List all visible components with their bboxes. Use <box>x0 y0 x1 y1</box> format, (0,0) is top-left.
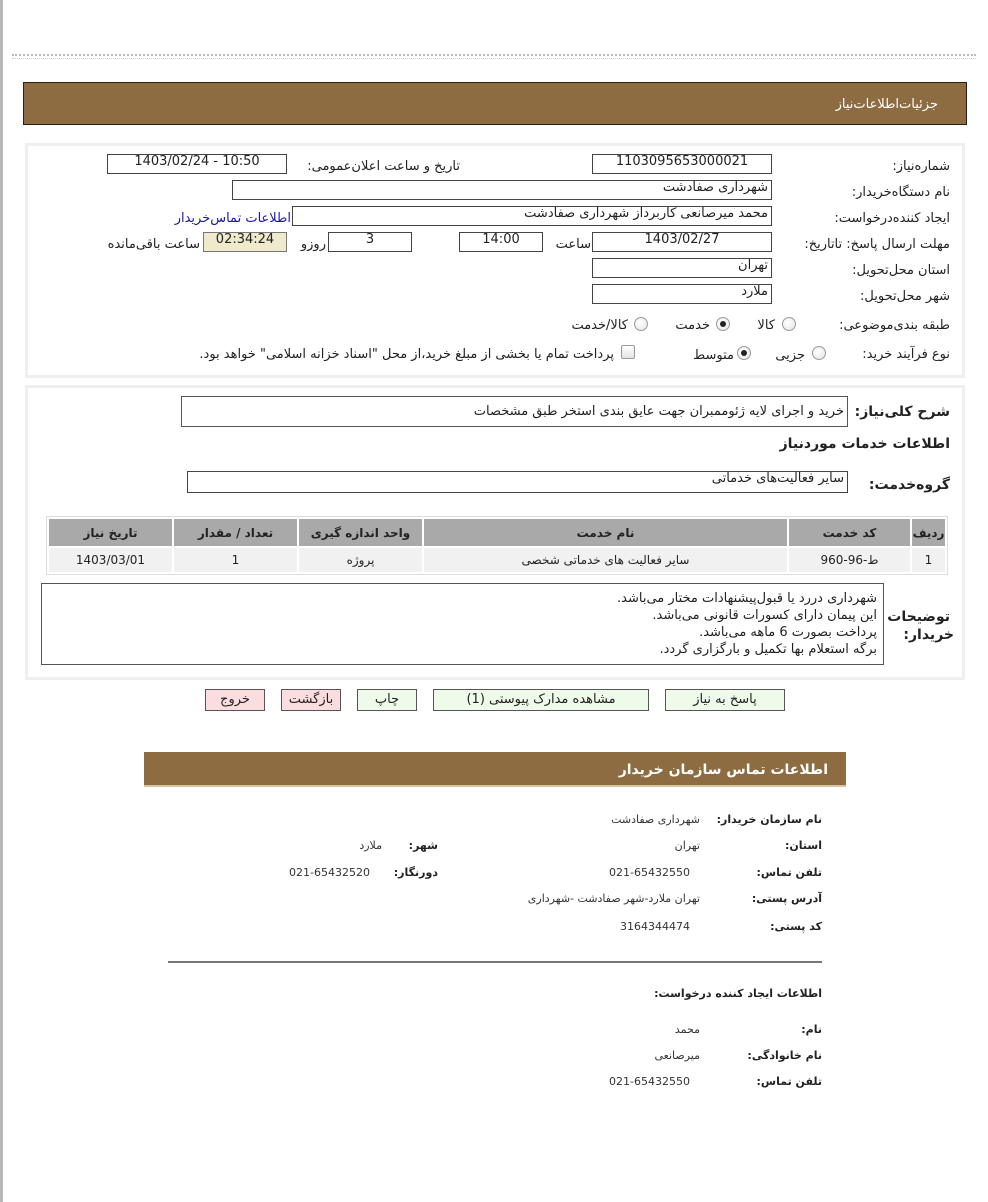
remaining-time-label: ساعت باقی‌مانده <box>107 237 200 252</box>
contact-fax-label: دورنگار: <box>393 866 438 879</box>
col-unit: واحد اندازه گیری <box>299 519 422 546</box>
buyer-note-line: برگه استعلام بها تکمیل و بارگزاری گردد. <box>659 642 877 657</box>
back-button[interactable]: بازگشت <box>281 689 341 711</box>
cell-need-date: 1403/03/01 <box>49 548 172 572</box>
exit-button[interactable]: خروج <box>205 689 265 711</box>
col-row-number: ردیف <box>912 519 945 546</box>
remaining-time-field: 02:34:24 <box>203 232 287 252</box>
reply-button[interactable]: پاسخ به نیاز <box>665 689 785 711</box>
contact-divider <box>168 961 822 963</box>
table-header-row <box>49 519 945 546</box>
col-quantity: تعداد / مقدار <box>174 519 297 546</box>
page-title-bar <box>23 82 967 125</box>
buyer-notes-label-1: توضیحات <box>887 609 950 625</box>
cell-unit: پروژه <box>299 548 422 572</box>
days-label: روزو <box>300 237 326 252</box>
cell-service-name: سایر فعالیت های خدماتی شخصی <box>424 548 787 572</box>
contact-province-value: تهران <box>674 839 700 852</box>
buyer-notes-box <box>41 583 884 665</box>
deadline-time-label: ساعت <box>555 237 591 252</box>
col-need-date: تاریخ نیاز <box>49 519 172 546</box>
category-service-label: خدمت <box>675 318 710 333</box>
cell-row-number: 1 <box>912 548 945 572</box>
category-goods-service-label: کالا/خدمت <box>571 318 628 333</box>
contact-city-label: شهر: <box>408 839 438 852</box>
services-table <box>46 516 948 575</box>
category-radio-goods-service[interactable] <box>634 317 648 331</box>
announce-datetime-label: تاریخ و ساعت اعلان‌عمومی: <box>307 159 460 174</box>
requester-label: ایجاد کننده‌درخواست: <box>834 211 950 226</box>
print-button[interactable]: چاپ <box>357 689 417 711</box>
buyer-note-line: پرداخت بصورت 6 ماهه می‌باشد. <box>699 625 877 640</box>
left-border <box>0 0 3 1202</box>
deadline-time-field[interactable]: 14:00 <box>459 232 543 252</box>
summary-label: شرح کلی‌نیاز: <box>854 404 950 420</box>
city-label: شهر محل‌تحویل: <box>860 289 950 304</box>
req-family-value: میرصانعی <box>654 1049 700 1062</box>
top-divider <box>12 54 976 59</box>
summary-field: خرید و اجرای لایه ژئوممبران جهت عایق بندی استخر طبق مشخصات <box>181 396 848 427</box>
treasury-checkbox-label: پرداخت تمام یا بخشی از مبلغ خرید،از محل "اسناد خزانه اسلامی" خواهد بود. <box>199 347 614 362</box>
contact-title: اطلاعات تماس سازمان خریدار <box>618 762 828 778</box>
need-number-field[interactable]: 1103095653000021 <box>592 154 772 174</box>
details-panel <box>25 143 965 378</box>
deadline-label: مهلت ارسال پاسخ: تاتاریخ: <box>804 237 950 252</box>
treasury-checkbox[interactable] <box>621 345 635 359</box>
category-label: طبقه بندی‌موضوعی: <box>839 318 950 333</box>
category-radio-service[interactable] <box>716 317 730 331</box>
category-radio-goods[interactable] <box>782 317 796 331</box>
service-group-label: گروه‌خدمت: <box>868 477 950 493</box>
contact-phone-value: 021-65432550 <box>609 866 690 879</box>
req-phone-label: تلفن تماس: <box>756 1075 822 1088</box>
announce-datetime-field[interactable]: 1403/02/24 - 10:50 <box>107 154 287 174</box>
process-medium-label: متوسط <box>693 348 734 363</box>
contact-title-bar <box>144 752 846 787</box>
contact-province-label: استان: <box>785 839 822 852</box>
col-service-code: کد خدمت <box>789 519 910 546</box>
table-row <box>49 548 945 572</box>
req-name-value: محمد <box>674 1023 700 1036</box>
requester-info-title: اطلاعات ایجاد کننده درخواست: <box>654 987 822 1000</box>
province-label: استان محل‌تحویل: <box>852 263 950 278</box>
requester-field[interactable]: محمد میرصانعی کاربرداز شهرداری صفادشت <box>292 206 772 226</box>
deadline-date-field[interactable]: 1403/02/27 <box>592 232 772 252</box>
buyer-org-field[interactable]: شهرداری صفادشت <box>232 180 772 200</box>
province-field[interactable]: تهران <box>592 258 772 278</box>
buyer-notes-label-2: خریدار: <box>903 627 954 643</box>
org-name-label: نام سازمان خریدار: <box>716 813 822 826</box>
process-minor-label: جزیی <box>775 348 805 363</box>
service-group-field: سایر فعالیت‌های خدماتی <box>187 471 848 493</box>
purchase-process-label: نوع فرآیند خرید: <box>862 347 950 362</box>
cell-service-code: ط-96-960 <box>789 548 910 572</box>
buyer-org-label: نام دستگاه‌خریدار: <box>851 185 950 200</box>
need-number-label: شماره‌نیاز: <box>892 159 950 174</box>
process-radio-medium[interactable] <box>737 346 751 360</box>
category-goods-label: کالا <box>757 318 775 333</box>
postal-code-value: 3164344474 <box>620 920 690 933</box>
org-name-value: شهرداری صفادشت <box>611 813 700 826</box>
services-title: اطلاعات خدمات موردنیاز <box>779 436 950 452</box>
postal-code-label: کد پستی: <box>770 920 822 933</box>
contact-phone-label: تلفن تماس: <box>756 866 822 879</box>
process-radio-minor[interactable] <box>812 346 826 360</box>
contact-address-label: آدرس پستی: <box>751 892 822 905</box>
buyer-note-line: این پیمان دارای کسورات قانونی می‌باشد. <box>652 608 877 623</box>
contact-address-value: تهران ملارد-شهر صفادشت -شهرداری <box>527 892 700 905</box>
req-phone-value: 021-65432550 <box>609 1075 690 1088</box>
buyer-note-line: شهرداری دررد یا قبول‌پیشنهادات مختار می‌باشد. <box>617 591 877 606</box>
req-name-label: نام: <box>801 1023 822 1036</box>
attachments-button[interactable]: مشاهده مدارک پیوستی (1) <box>433 689 649 711</box>
contact-fax-value: 021-65432520 <box>289 866 370 879</box>
city-field[interactable]: ملارد <box>592 284 772 304</box>
cell-quantity: 1 <box>174 548 297 572</box>
req-family-label: نام خانوادگی: <box>747 1049 822 1062</box>
days-field[interactable]: 3 <box>328 232 412 252</box>
page-title: جزئیات‌اطلاعات‌نیاز <box>835 97 938 112</box>
col-service-name: نام خدمت <box>424 519 787 546</box>
contact-city-value: ملارد <box>359 839 382 852</box>
buyer-contact-link[interactable]: اطلاعات تماس‌خریدار <box>174 211 291 226</box>
